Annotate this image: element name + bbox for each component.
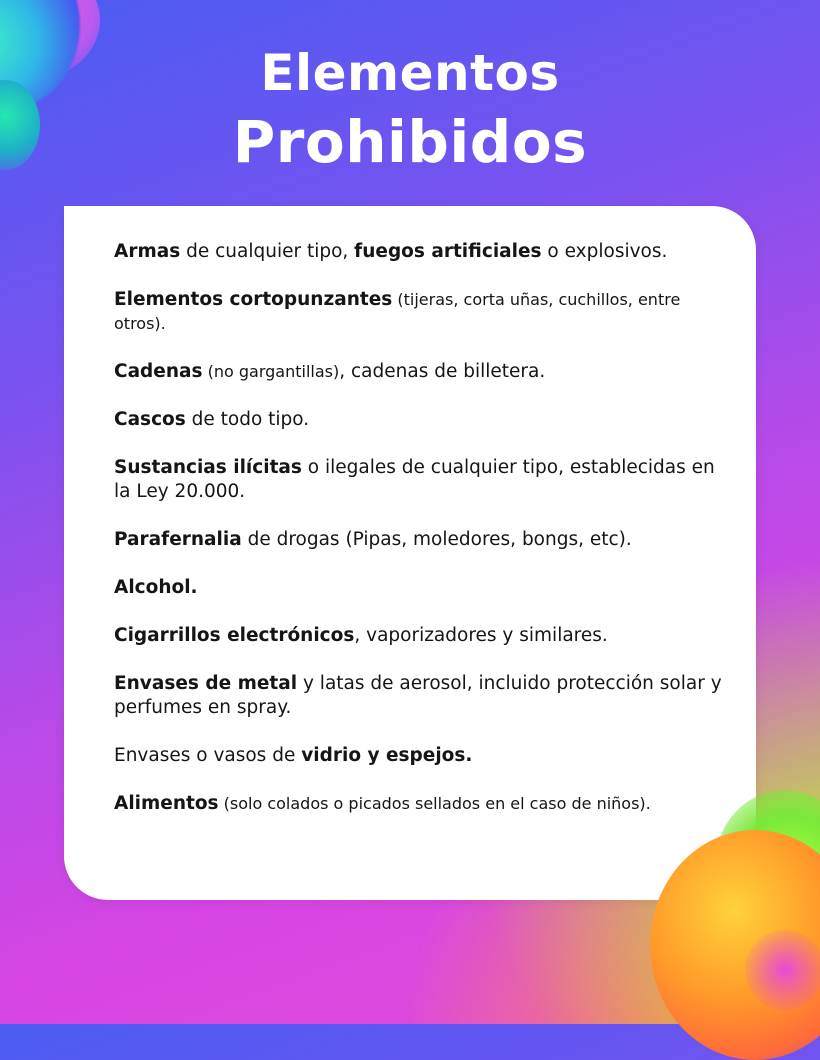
list-item [114,408,734,432]
page-title-line1: Elementos [260,44,560,102]
list-item [114,240,734,264]
item-text: (solo colados o picados sellados en el caso de niños). [218,794,651,813]
item-text: de drogas (Pipas, moledores, bongs, etc). [241,529,632,550]
item-keyword: Alcohol. [114,577,198,598]
item-keyword: Parafernalia [114,529,242,550]
prohibited-items-card [64,206,756,900]
item-text: o ilegales de cualquier tipo, establecidas en la Ley 20.000. [114,457,715,502]
item-keyword: fuegos artificiales [354,241,542,262]
item-keyword: vidrio y espejos. [301,745,473,766]
item-keyword: Alimentos [114,793,219,814]
list-item [114,576,734,600]
item-keyword: Cascos [114,409,186,430]
list-item [114,744,734,768]
decorative-blob-bottom-right-pink [745,930,820,1010]
item-text: y latas de aerosol, incluido protección solar y perfumes en spray. [114,673,722,718]
list-item [114,672,734,720]
item-keyword: Armas [114,241,181,262]
list-item [114,792,734,816]
item-text: , cadenas de billetera. [339,361,546,382]
item-keyword: Elementos cortopunzantes [114,289,393,310]
item-text: de todo tipo. [185,409,310,430]
item-text: (no gargantillas) [202,362,340,381]
prohibited-items-list [114,240,734,840]
list-item [114,360,734,384]
item-text: de cualquier tipo, [180,241,355,262]
item-text: Envases o vasos de [114,745,302,766]
list-item [114,288,734,336]
item-text: , vaporizadores y similares. [354,625,608,646]
item-keyword: Cigarrillos electrónicos [114,625,355,646]
item-keyword: Envases de metal [114,673,298,694]
list-item [114,456,734,504]
page-title-line2: Prohibidos [232,108,588,176]
item-text: o explosivos. [541,241,668,262]
list-item [114,624,734,648]
item-keyword: Cadenas [114,361,203,382]
item-keyword: Sustancias ilícitas [114,457,302,478]
item-text: (tijeras, corta uñas, cuchillos, entre otros). [114,290,681,333]
list-item [114,528,734,552]
